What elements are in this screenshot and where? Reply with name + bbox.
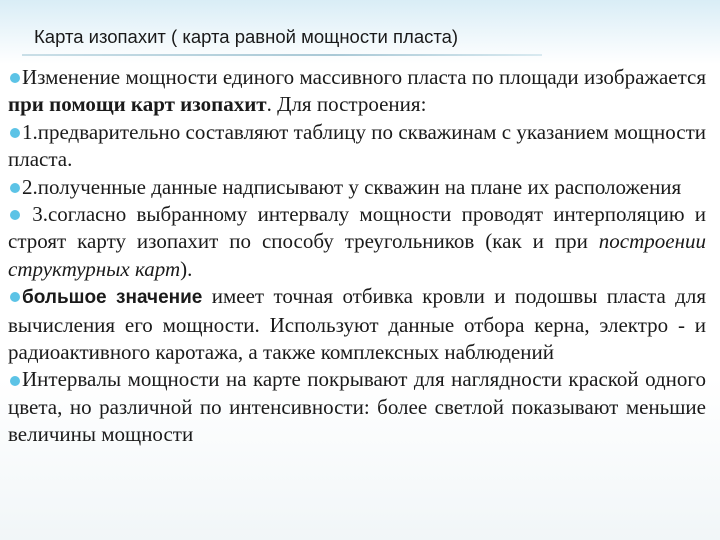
paragraph-2 [8, 119, 706, 174]
paragraph-3 [8, 174, 706, 201]
bullet-icon [10, 128, 20, 138]
slide-body [8, 64, 706, 449]
paragraph-6-text: Интервалы мощности на карте покрывают для наглядности краской одного цвета, но различной по интенсивности: более светлой показывают меньшие величины мощности [8, 367, 706, 447]
paragraph-2-text: 1.предварительно составляют таблицу по скважинам с указанием мощности пласта. [8, 119, 706, 172]
paragraph-1-text-a: Изменение мощности единого массивного пласта по площади изображается [22, 65, 706, 89]
paragraph-5 [8, 283, 706, 366]
bullet-icon [10, 376, 20, 386]
paragraph-5-bold: большое значение [22, 287, 203, 309]
bullet-icon [10, 210, 20, 220]
bullet-icon [10, 73, 20, 83]
paragraph-1 [8, 64, 706, 119]
paragraph-4 [8, 201, 706, 283]
paragraph-5-text: имеет точная отбивка кровли и подошвы пласта для вычисления его мощности. Используют данные отбора керна, электро - и радиоактивного каротажа, а также комплексных наблюдений [8, 284, 706, 365]
bullet-icon [10, 183, 20, 193]
paragraph-4-text-b: ). [180, 256, 193, 281]
title-underline [22, 54, 542, 56]
paragraph-1-text-b: . Для построения: [266, 92, 427, 117]
paragraph-1-bold: при помощи карт изопахит [8, 92, 267, 117]
bullet-icon [10, 292, 20, 302]
paragraph-4-text-a: 3.согласно выбранному интервалу мощности проводят интерполяцию и строят карту изопахит по способу треугольников (как и при [8, 202, 706, 254]
paragraph-3-text: 2.полученные данные надписывают у скважин на плане их расположения [22, 174, 682, 199]
paragraph-4-italic: построении структурных карт [8, 229, 706, 281]
slide-title: Карта изопахит ( карта равной мощности пласта) [34, 26, 459, 47]
paragraph-6 [8, 366, 706, 448]
